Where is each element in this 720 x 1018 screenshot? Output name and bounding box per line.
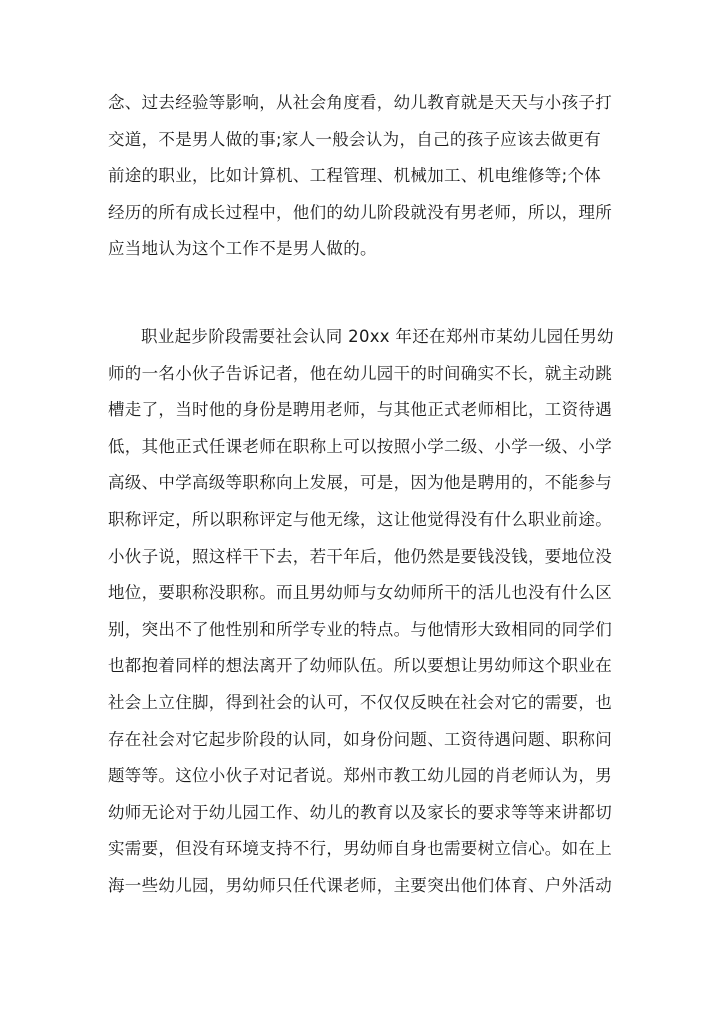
text-line: 职称评定，所以职称评定与他无缘，这让他觉得没有什么职业前途。 bbox=[108, 509, 612, 529]
text-line: 交道，不是男人做的事;家人一般会认为，自己的孩子应该去做更有 bbox=[108, 129, 602, 149]
text-line: 师的一名小伙子告诉记者，他在幼儿园干的时间确实不长，就主动跳 bbox=[108, 363, 612, 383]
text-line: 别，突出不了他性别和所学专业的特点。与他情形大致相同的同学们 bbox=[108, 619, 612, 639]
text-line: 地位，要职称没职称。而且男幼师与女幼师所干的活儿也没有什么区 bbox=[108, 583, 612, 603]
text-line: 槽走了，当时他的身份是聘用老师，与其他正式老师相比，工资待遇 bbox=[108, 400, 612, 420]
text-line: 高级、中学高级等职称向上发展，可是，因为他是聘用的，不能参与 bbox=[108, 473, 612, 493]
text-line: 经历的所有成长过程中，他们的幼儿阶段就没有男老师，所以，理所 bbox=[108, 202, 612, 222]
text-line: 海一些幼儿园，男幼师只任代课老师，主要突出他们体育、户外活动 bbox=[108, 875, 612, 895]
text-line: 应当地认为这个工作不是男人做的。 bbox=[108, 239, 377, 259]
text-line: 题等等。这位小伙子对记者说。郑州市教工幼儿园的肖老师认为，男 bbox=[108, 766, 612, 786]
text-line: 前途的职业，比如计算机、工程管理、机械加工、机电维修等;个体 bbox=[108, 166, 602, 186]
text-line: 社会上立住脚，得到社会的认可，不仅仅反映在社会对它的需要，也 bbox=[108, 692, 612, 712]
text-line: 职业起步阶段需要社会认同 20xx 年还在郑州市某幼儿园任男幼 bbox=[141, 327, 614, 346]
text-line: 小伙子说，照这样干下去，若干年后，他仍然是要钱没钱，要地位没 bbox=[108, 546, 612, 566]
text-line: 存在社会对它起步阶段的认同，如身份问题、工资待遇问题、职称问 bbox=[108, 729, 612, 749]
text-line: 实需要，但没有环境支持不行，男幼师自身也需要树立信心。如在上 bbox=[108, 839, 612, 859]
paragraph-1 bbox=[108, 85, 616, 268]
text-line: 低，其他正式任课老师在职称上可以按照小学二级、小学一级、小学 bbox=[108, 436, 612, 456]
paragraph-2 bbox=[108, 319, 616, 905]
text-line: 也都抱着同样的想法离开了幼师队伍。所以要想让男幼师这个职业在 bbox=[108, 656, 612, 676]
text-line: 幼师无论对于幼儿园工作、幼儿的教育以及家长的要求等等来讲都切 bbox=[108, 802, 612, 822]
text-line: 念、过去经验等影响，从社会角度看，幼儿教育就是天天与小孩子打 bbox=[108, 93, 612, 112]
